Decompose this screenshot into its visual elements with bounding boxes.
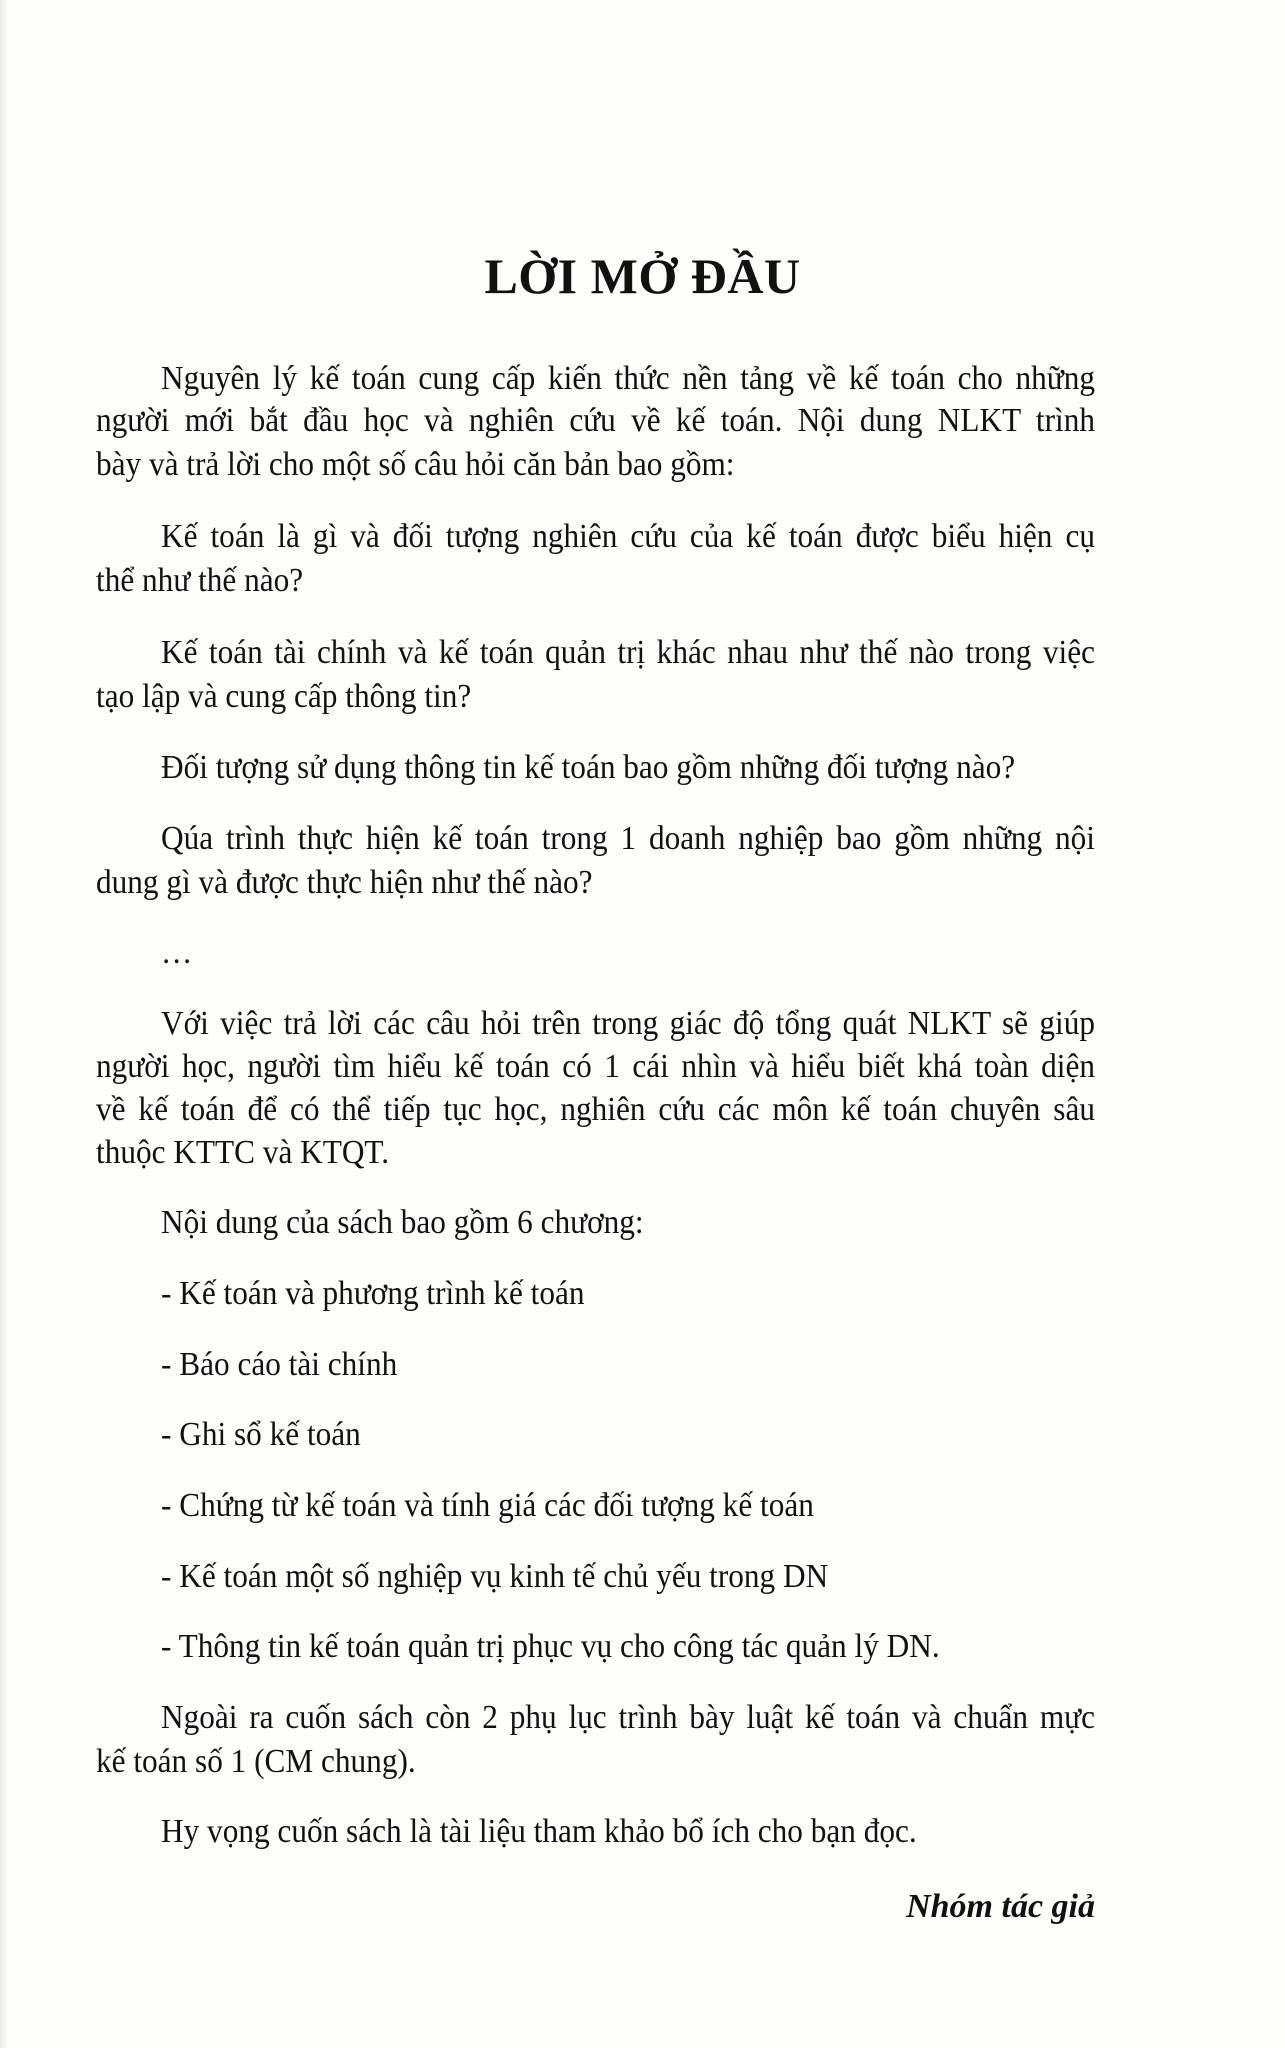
paragraph-line: Hy vọng cuốn sách là tài liệu tham khảo bổ ích cho bạn đọc.	[161, 1813, 917, 1850]
paragraph-line: thuộc KTTC và KTQT.	[96, 1134, 390, 1171]
paragraph-line: dung gì và được thực hiện như thế nào?	[96, 864, 593, 901]
paragraph-line: Nội dung của sách bao gồm 6 chương:	[161, 1204, 644, 1241]
paragraph-line: - Chứng từ kế toán và tính giá các đối tượng kế toán	[161, 1487, 814, 1524]
paragraph-line: Nguyên lý kế toán cung cấp kiến thức nền tảng về kế toán cho những	[161, 360, 1095, 397]
paragraph-line: kế toán số 1 (CM chung).	[96, 1743, 416, 1780]
paragraph-line: Ngoài ra cuốn sách còn 2 phụ lục trình bày luật kế toán và chuẩn mực	[161, 1699, 1095, 1736]
paragraph-line: Kế toán tài chính và kế toán quản trị khác nhau như thế nào trong việc	[161, 634, 1095, 671]
paragraph-line: - Kế toán một số nghiệp vụ kinh tế chủ yếu trong DN	[161, 1558, 829, 1595]
paragraph-line: Với việc trả lời các câu hỏi trên trong giác độ tổng quát NLKT sẽ giúp	[161, 1005, 1095, 1042]
paragraph-line: - Báo cáo tài chính	[161, 1346, 398, 1383]
paragraph-line: Đối tượng sử dụng thông tin kế toán bao gồm những đối tượng nào?	[161, 749, 1016, 786]
page-edge-shadow	[0, 0, 8, 2048]
paragraph-line: Kế toán là gì và đối tượng nghiên cứu của kế toán được biểu hiện cụ	[161, 518, 1095, 555]
paragraph-line: - Thông tin kế toán quản trị phục vụ cho công tác quản lý DN.	[161, 1628, 940, 1665]
paragraph-line: Qúa trình thực hiện kế toán trong 1 doanh nghiệp bao gồm những nội	[161, 820, 1095, 857]
paragraph-line: về kế toán để có thể tiếp tục học, nghiên cứu các môn kế toán chuyên sâu	[96, 1091, 1095, 1128]
page-title: LỜI MỞ ĐẦU	[484, 248, 801, 304]
paragraph-line: người mới bắt đầu học và nghiên cứu về kế toán. Nội dung NLKT trình	[96, 402, 1095, 439]
paragraph-line: tạo lập và cung cấp thông tin?	[96, 678, 472, 715]
paragraph-line: - Kế toán và phương trình kế toán	[161, 1275, 585, 1312]
paragraph-line: …	[161, 934, 193, 971]
paragraph-line: bày và trả lời cho một số câu hỏi căn bản bao gồm:	[96, 446, 735, 483]
paragraph-line: thể như thế nào?	[96, 562, 304, 599]
paragraph-line: người học, người tìm hiểu kế toán có 1 cái nhìn và hiểu biết khá toàn diện	[96, 1048, 1095, 1085]
signature: Nhóm tác giả	[906, 1888, 1095, 1925]
paragraph-line: - Ghi sổ kế toán	[161, 1416, 361, 1453]
